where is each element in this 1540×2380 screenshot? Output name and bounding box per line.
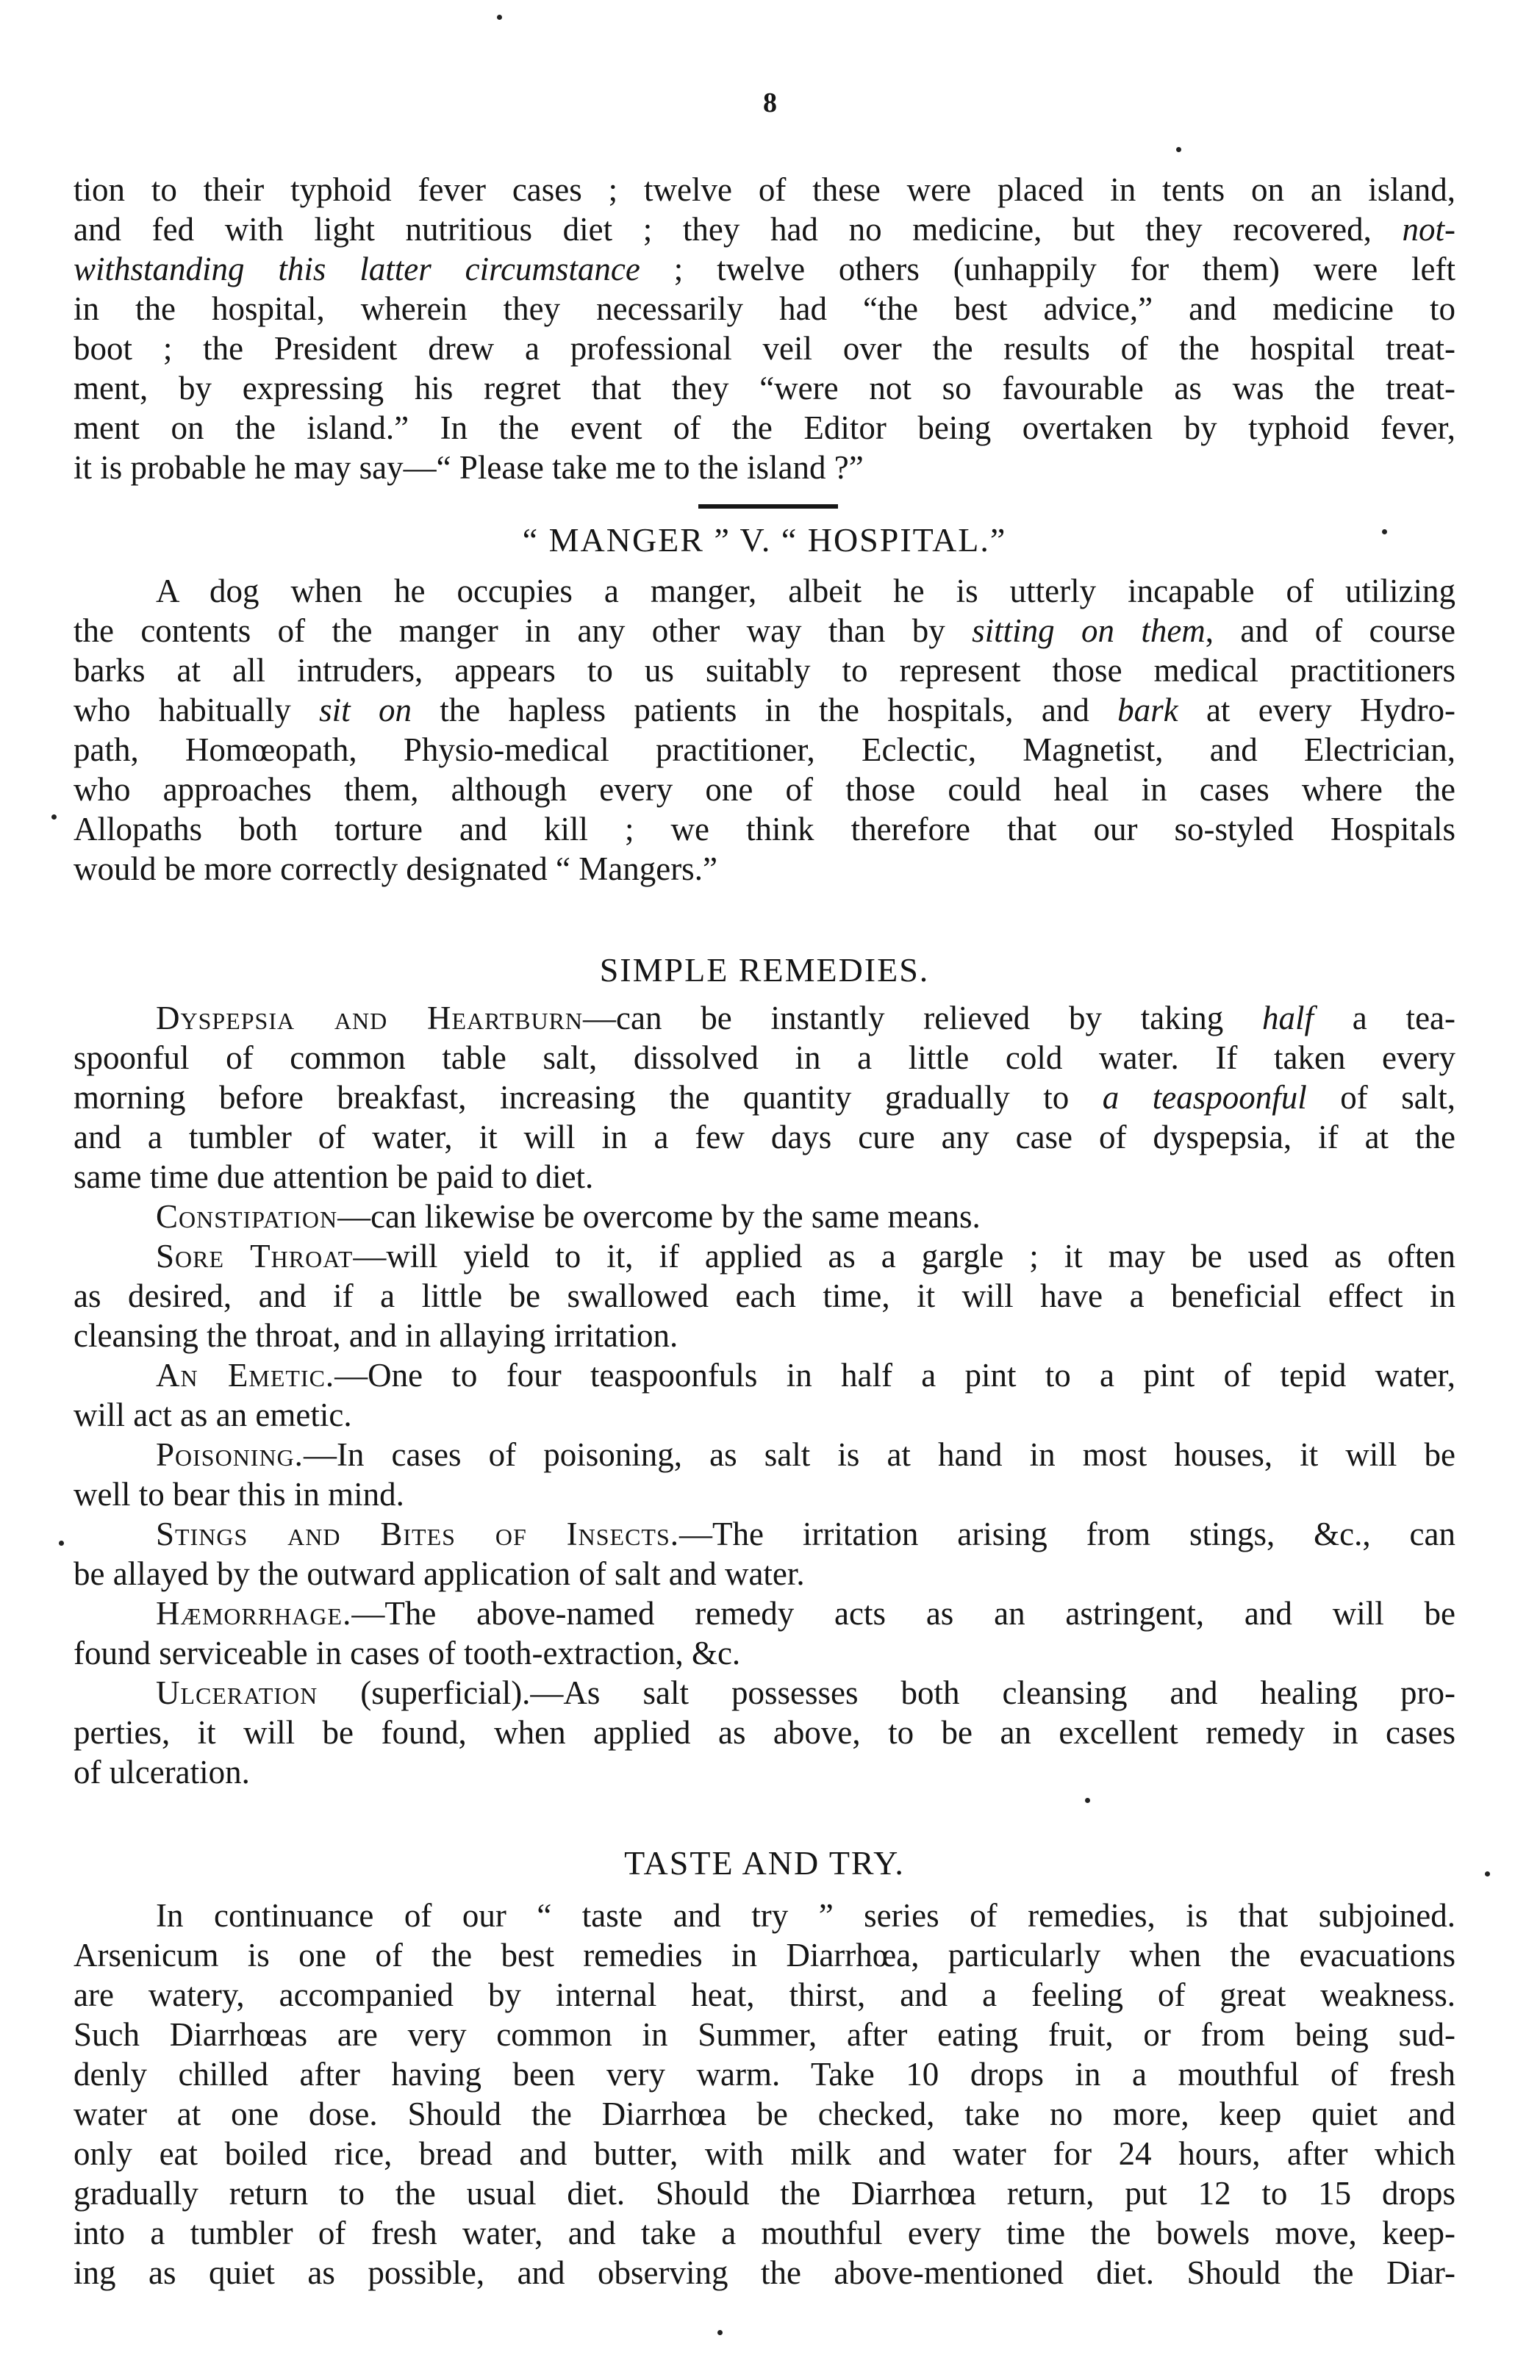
remedy-label: Ulceration <box>156 1674 318 1711</box>
remedy-label: Hæmorrhage. <box>156 1595 352 1632</box>
text-line: will act as an emetic. <box>74 1397 352 1433</box>
text-line: boot ; the President drew a professional veil over the results of the hospital treat- <box>74 330 1455 367</box>
text-line: Dyspepsia and Heartburn—can be instantly relieved by taking half a tea- <box>156 1000 1455 1036</box>
text-line: Sore Throat—will yield to it, if applied as a gargle ; it may be used as often <box>156 1238 1455 1275</box>
section-heading: “ MANGER ” V. “ HOSPITAL.” <box>522 521 1007 559</box>
remedies-section <box>74 948 1455 1792</box>
text-line: it is probable he may say—“ Please take me to the island ?” <box>74 449 864 486</box>
text-line: A dog when he occupies a manger, albeit he is utterly incapable of utilizing <box>156 573 1455 609</box>
text-line: same time due attention be paid to diet. <box>74 1158 594 1195</box>
text-line: An Emetic.—One to four teaspoonfuls in half a pint to a pint of tepid water, <box>156 1357 1455 1394</box>
text-line: ing as quiet as possible, and observing the above-mentioned diet. Should the Diar- <box>74 2254 1455 2291</box>
intro-paragraph <box>74 170 1455 487</box>
scan-speck <box>1176 147 1181 152</box>
text-line: Allopaths both torture and kill ; we think therefore that our so-styled Hospitals <box>74 811 1455 847</box>
text-line: tion to their typhoid fever cases ; twelve of these were placed in tents on an island, <box>74 171 1455 208</box>
scan-speck <box>51 814 57 820</box>
text-line: water at one dose. Should the Diarrhœa be checked, take no more, keep quiet and <box>74 2096 1455 2132</box>
text-line: In continuance of our “ taste and try ” series of remedies, is that subjoined. <box>156 1897 1455 1934</box>
text-line: ment on the island.” In the event of the Editor being overtaken by typhoid fever, <box>74 409 1455 446</box>
remedy-label: An Emetic. <box>156 1357 335 1394</box>
text-line: only eat boiled rice, bread and butter, with milk and water for 24 hours, after which <box>74 2135 1455 2172</box>
scan-speck <box>59 1541 64 1546</box>
text-line: Constipation—can likewise be overcome by the same means. <box>156 1198 981 1235</box>
remedy-label: Sore Throat <box>156 1238 354 1275</box>
text-line: and a tumbler of water, it will in a few days cure any case of dyspepsia, if at the <box>74 1119 1455 1155</box>
scan-speck <box>1382 529 1387 534</box>
remedy-label: Stings and Bites of Insects. <box>156 1516 680 1552</box>
section-heading: TASTE AND TRY. <box>624 1844 905 1882</box>
text-line: gradually return to the usual diet. Should the Diarrhœa return, put 12 to 15 drops <box>74 2175 1455 2212</box>
section-heading: SIMPLE REMEDIES. <box>599 951 930 989</box>
text-line: cleansing the throat, and in allaying irritation. <box>74 1317 678 1354</box>
text-line: of ulceration. <box>74 1754 250 1791</box>
text-line: who approaches them, although every one of those could heal in cases where the <box>74 771 1455 808</box>
text-line: Arsenicum is one of the best remedies in Diarrhœa, particularly when the evacuations <box>74 1937 1455 1974</box>
text-line: withstanding this latter circumstance ; twelve others (unhappily for them) were left <box>74 251 1456 287</box>
text-line: in the hospital, wherein they necessarily had “the best advice,” and medicine to <box>74 290 1455 327</box>
text-line: are watery, accompanied by internal heat, thirst, and a feeling of great weakness. <box>74 1976 1455 2013</box>
text-line: barks at all intruders, appears to us suitably to represent those medical practitioners <box>74 652 1455 689</box>
text-line: path, Homœopath, Physio-medical practitioner, Eclectic, Magnetist, and Electrician, <box>74 731 1455 768</box>
text-line: Ulceration (superficial).—As salt possesses both cleansing and healing pro- <box>156 1674 1455 1711</box>
section-divider <box>698 504 838 509</box>
taste-section <box>74 1841 1455 2293</box>
text-line: denly chilled after having been very warm. Take 10 drops in a mouthful of fresh <box>74 2056 1455 2093</box>
remedy-label: Constipation <box>156 1198 338 1235</box>
scan-speck <box>1485 1871 1490 1877</box>
text-line: who habitually sit on the hapless patients in the hospitals, and bark at every Hydro- <box>74 692 1455 728</box>
text-line: found serviceable in cases of tooth-extraction, &c. <box>74 1635 741 1671</box>
text-line: Hæmorrhage.—The above-named remedy acts as an astringent, and will be <box>156 1595 1455 1632</box>
manger-section <box>74 518 1455 889</box>
remedy-label: Poisoning. <box>156 1436 304 1473</box>
remedy-label: Dyspepsia and Heartburn <box>156 1000 584 1036</box>
text-line: into a tumbler of fresh water, and take a mouthful every time the bowels move, keep- <box>74 2215 1455 2251</box>
scan-speck <box>497 15 502 20</box>
text-line: as desired, and if a little be swallowed each time, it will have a beneficial effect in <box>74 1277 1455 1314</box>
scan-speck <box>717 2330 723 2335</box>
text-line: would be more correctly designated “ Mangers.” <box>74 850 717 887</box>
text-line: Poisoning.—In cases of poisoning, as salt is at hand in most houses, it will be <box>156 1436 1455 1473</box>
text-line: the contents of the manger in any other way than by sitting on them, and of course <box>74 612 1456 649</box>
text-line: and fed with light nutritious diet ; they had no medicine, but they recovered, not- <box>74 211 1455 248</box>
text-line: ment, by expressing his regret that they “were not so favourable as was the treat- <box>74 370 1455 406</box>
scan-speck <box>1085 1798 1090 1803</box>
text-line: Stings and Bites of Insects.—The irritation arising from stings, &c., can <box>156 1516 1455 1552</box>
text-line: Such Diarrhœas are very common in Summer, after eating fruit, or from being sud- <box>74 2016 1455 2053</box>
text-line: perties, it will be found, when applied as above, to be an excellent remedy in cases <box>74 1714 1455 1751</box>
text-line: morning before breakfast, increasing the quantity gradually to a teaspoonful of salt, <box>74 1079 1455 1116</box>
text-line: spoonful of common table salt, dissolved in a little cold water. If taken every <box>74 1039 1455 1076</box>
text-line: be allayed by the outward application of salt and water. <box>74 1555 805 1592</box>
page-number: 8 <box>763 87 777 118</box>
text-line: well to bear this in mind. <box>74 1476 404 1513</box>
